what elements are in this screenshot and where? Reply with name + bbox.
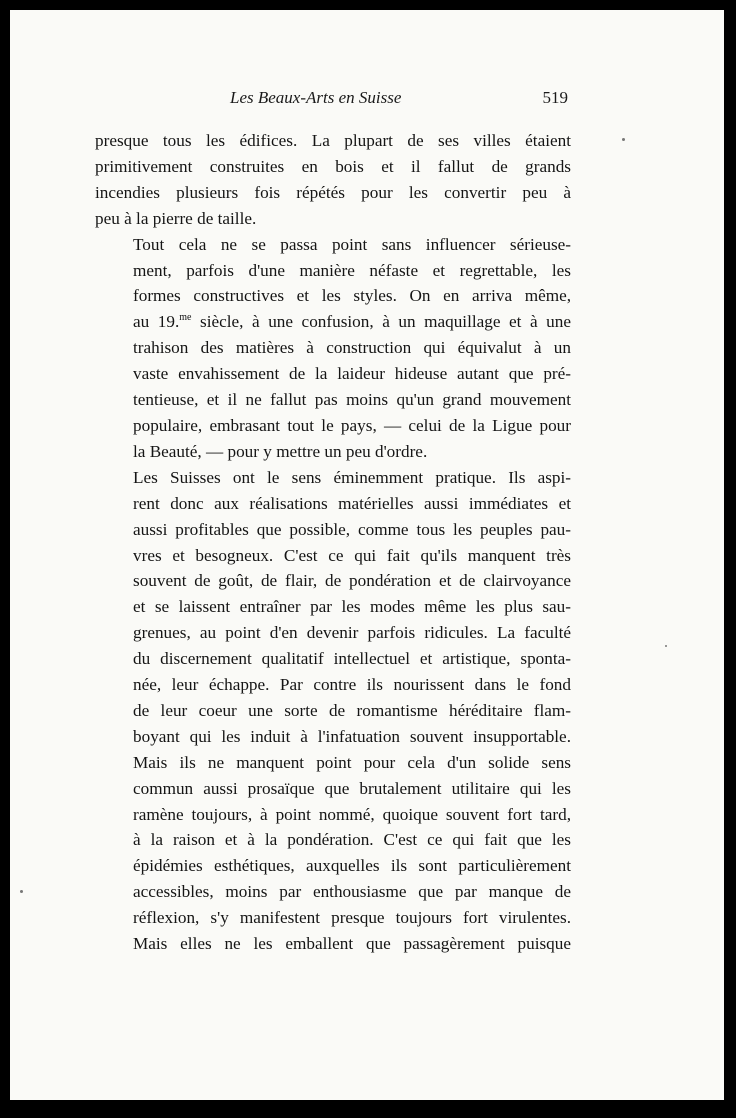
scan-speck xyxy=(20,890,23,893)
text-line: Tout cela ne se passa point sans influencer sérieuse- xyxy=(133,234,571,254)
text-line: Mais ils ne manquent point pour cela d'un solide sens xyxy=(133,752,571,772)
paragraph xyxy=(95,465,571,957)
running-title: Les Beaux-Arts en Suisse xyxy=(230,88,402,107)
text-line: grenues, au point d'en devenir parfois ridicules. La faculté xyxy=(133,623,571,643)
text-line: Mais elles ne les emballent que passagèrement puisque xyxy=(133,934,571,954)
text-line: populaire, embrasant tout le pays, — celui de la Ligue pour xyxy=(133,415,571,435)
text-line: du discernement qualitatif intellectuel et artistique, sponta- xyxy=(133,649,571,669)
text-line: de leur coeur une sorte de romantisme héréditaire flam- xyxy=(133,700,571,720)
document-page xyxy=(10,10,724,1100)
text-line: née, leur échappe. Par contre ils nourissent dans le fond xyxy=(133,675,571,695)
text-line: vres et besogneux. C'est ce qui fait qu'ils manquent très xyxy=(133,545,571,565)
text-line: primitivement construites en bois et il fallut de grands xyxy=(95,156,571,176)
text-line: trahison des matières à construction qui équivalut à un xyxy=(133,338,571,358)
text-line: Les Suisses ont le sens éminemment pratique. Ils aspi- xyxy=(133,467,571,487)
text-line: incendies plusieurs fois répétés pour les convertir peu à xyxy=(95,182,571,202)
text-line: au 19.$^{me}$ siècle, à une confusion, à un maquillage et à une xyxy=(133,312,571,332)
text-line: réflexion, s'y manifestent presque toujours fort virulentes. xyxy=(133,908,571,928)
text-line: tentieuse, et il ne fallut pas moins qu'un grand mouvement xyxy=(133,390,571,410)
text-line: épidémies esthétiques, auxquelles ils sont particulièrement xyxy=(133,856,571,876)
text-line: boyant qui les induit à l'infatuation souvent insupportable. xyxy=(133,726,571,746)
text-line: à la raison et à la pondération. C'est ce qui fait que les xyxy=(133,830,571,850)
text-line: rent donc aux réalisations matérielles aussi immédiates et xyxy=(133,493,571,513)
text-line: ramène toujours, à point nommé, quoique souvent fort tard, xyxy=(133,804,571,824)
text-line: formes constructives et les styles. On en arriva même, xyxy=(133,286,571,306)
text-line: commun aussi prosaïque que brutalement utilitaire qui les xyxy=(133,778,571,798)
scan-speck xyxy=(665,645,667,647)
text-line: peu à la pierre de taille. xyxy=(95,208,257,228)
text-line: et se laissent entraîner par les modes même les plus sau- xyxy=(133,597,571,617)
text-line: ment, parfois d'une manière néfaste et regrettable, les xyxy=(133,260,571,280)
text-line: la Beauté, — pour y mettre un peu d'ordre. xyxy=(133,441,428,461)
text-line: vaste envahissement de la laideur hideuse autant que pré- xyxy=(133,364,571,384)
text-line: presque tous les édifices. La plupart de ses villes étaient xyxy=(95,131,571,150)
text-line: souvent de goût, de flair, de pondération et de clairvoyance xyxy=(133,571,571,591)
text-line: accessibles, moins par enthousiasme que par manque de xyxy=(133,882,571,902)
body-text xyxy=(95,128,571,957)
running-header xyxy=(10,88,724,114)
paragraph xyxy=(95,128,571,232)
text-line: aussi profitables que possible, comme tous les peuples pau- xyxy=(133,519,571,539)
paragraph xyxy=(95,232,571,465)
page-number: 519 xyxy=(542,88,568,107)
scan-speck xyxy=(622,138,625,141)
